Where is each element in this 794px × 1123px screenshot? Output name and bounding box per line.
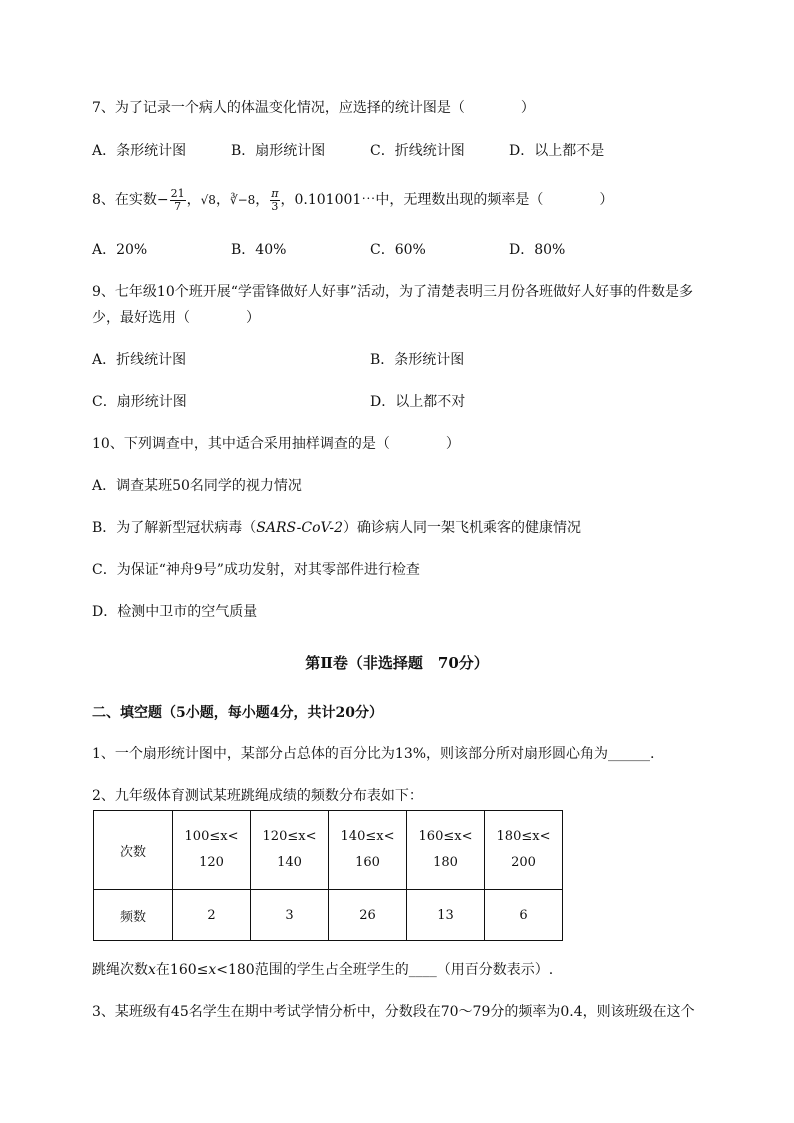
- fill2-var2: x: [208, 962, 217, 978]
- table-range-cell: [485, 811, 563, 890]
- fill2-pre: 跳绳次数: [92, 962, 148, 978]
- section-subtitle: 二、填空题（5小题，每小题4分，共计20分）: [92, 705, 383, 721]
- fill3-text: 3、某班级有45名学生在期中考试学情分析中，分数段在70～79分的频率为0.4，则该班级在这个: [92, 1004, 695, 1020]
- q10-option-c: C．为保证“神舟9号”成功发射，对其零部件进行检查: [92, 562, 420, 578]
- table-count-cell: 2: [173, 890, 251, 941]
- q8-sep2: ，: [215, 192, 230, 208]
- range-top: 140≤x<: [340, 829, 395, 844]
- range-top: 120≤x<: [262, 829, 317, 844]
- section-title: 第Ⅱ卷（非选择题 70分）: [305, 654, 489, 672]
- q8-minus: −: [156, 192, 169, 208]
- q10-option-b-pre: B．为了解新型冠状病毒（: [92, 520, 257, 536]
- q8-frac1-denominator: 7: [174, 199, 182, 213]
- table-count-cell: 26: [329, 890, 407, 941]
- q8-stem-suffix: ，0.101001⋯中，无理数出现的频率是（ ）: [280, 192, 614, 208]
- range-bottom: 180: [433, 855, 458, 870]
- q10-option-b: [92, 518, 581, 538]
- frequency-table: [93, 810, 563, 941]
- q9-option-d: D．以上都不对: [370, 394, 466, 410]
- q10-option-a: A．调查某班50名同学的视力情况: [92, 478, 302, 494]
- q10-option-b-post: ）确诊病人同一架飞机乘客的健康情况: [342, 520, 581, 536]
- q8-sep1: ，: [186, 192, 201, 208]
- table-count-cell: 6: [485, 890, 563, 941]
- q8-cbrt-minus8: ∛−8: [229, 193, 256, 207]
- q8-fraction-21-7: [170, 188, 186, 213]
- fill2-stem: 2、九年级体育测试某班跳绳成绩的频数分布表如下：: [92, 788, 423, 804]
- q9-option-a: A．折线统计图: [92, 352, 187, 368]
- q10-option-b-virus: SARS-CoV-2: [256, 520, 343, 536]
- q8-option-d: D．80%: [509, 242, 566, 258]
- range-bottom: 200: [511, 855, 536, 870]
- q7-option-b: B．扇形统计图: [231, 143, 326, 159]
- q9-stem-line1: 9、七年级10个班开展“学雷锋做好人好事”活动，为了清楚表明三月份各班做好人好事的件数是多: [92, 284, 694, 300]
- fill2-post: <180范围的学生占全班学生的____（用百分数表示）.: [216, 962, 554, 978]
- table-range-cell: [173, 811, 251, 890]
- fill2-question: [92, 960, 553, 980]
- q10-option-d: D．检测中卫市的空气质量: [92, 604, 258, 620]
- q8-sqrt8: √8: [200, 193, 216, 207]
- q8-stem-prefix: 8、在实数: [92, 192, 157, 208]
- range-top: 160≤x<: [418, 829, 473, 844]
- range-bottom: 120: [199, 855, 224, 870]
- q10-stem: 10、下列调查中，其中适合采用抽样调查的是（ ）: [92, 436, 460, 452]
- table-range-cell: [329, 811, 407, 890]
- q8-option-a: A．20%: [92, 242, 148, 258]
- fill2-var: x: [148, 962, 156, 978]
- range-bottom: 140: [277, 855, 302, 870]
- q8-option-c: C．60%: [370, 242, 426, 258]
- q7-option-a: A．条形统计图: [92, 143, 187, 159]
- fill2-mid: 在160≤: [155, 962, 209, 978]
- q7-stem: 7、为了记录一个病人的体温变化情况，应选择的统计图是（ ）: [92, 100, 535, 116]
- q8-frac2-denominator: 3: [271, 199, 279, 213]
- table-label-frequency: 频数: [94, 890, 173, 941]
- q9-option-c: C．扇形统计图: [92, 394, 187, 410]
- table-range-cell: [251, 811, 329, 890]
- range-bottom: 160: [355, 855, 380, 870]
- table-row-ranges: [94, 811, 563, 890]
- q8-option-b: B．40%: [231, 242, 287, 258]
- table-range-cell: [407, 811, 485, 890]
- q7-option-d: D．以上都不是: [509, 143, 605, 159]
- table-row-counts: [94, 890, 563, 941]
- q9-option-b: B．条形统计图: [370, 352, 465, 368]
- range-top: 100≤x<: [184, 829, 239, 844]
- q9-stem-line2: 少，最好选用（ ）: [92, 310, 260, 326]
- q8-frac2-numerator: π: [271, 186, 279, 200]
- table-count-cell: 3: [251, 890, 329, 941]
- fill1-text: 1、一个扇形统计图中，某部分占总体的百分比为13%，则该部分所对扇形圆心角为______.: [92, 746, 655, 762]
- range-top: 180≤x<: [496, 829, 551, 844]
- q8-fraction-pi-3: [270, 188, 279, 213]
- table-count-cell: 13: [407, 890, 485, 941]
- q8-frac1-numerator: 21: [170, 186, 185, 200]
- q8-sep3: ，: [255, 192, 270, 208]
- q8-stem: [92, 186, 613, 214]
- q7-option-c: C．折线统计图: [370, 143, 465, 159]
- table-label-count: 次数: [94, 811, 173, 890]
